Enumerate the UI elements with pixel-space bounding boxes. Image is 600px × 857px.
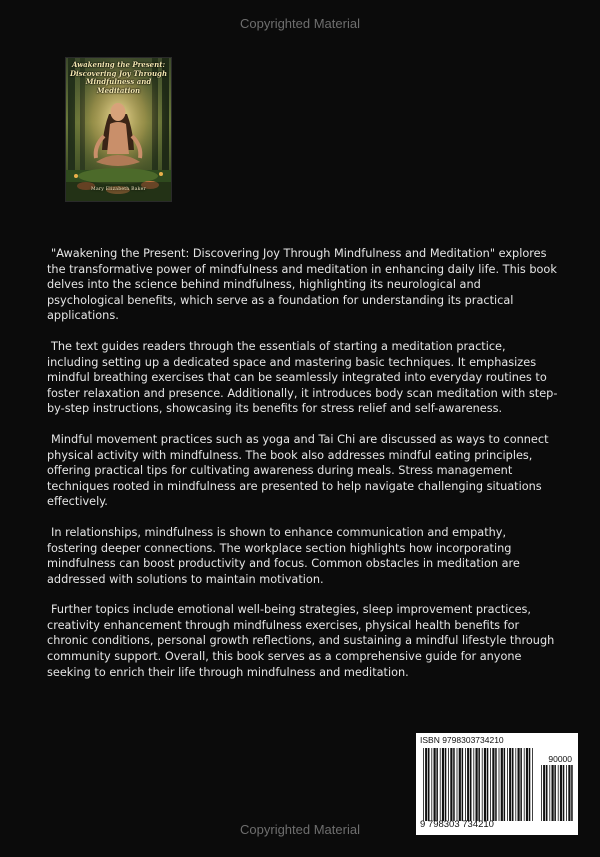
isbn-label: ISBN 9798303734210 — [420, 735, 504, 745]
barcode-bar — [436, 748, 438, 821]
barcode-bar — [546, 765, 548, 821]
barcode-bar — [558, 765, 559, 821]
barcode-bar — [529, 748, 531, 821]
barcode-bar — [490, 748, 491, 821]
barcode-bar — [554, 765, 556, 821]
barcode-bar — [467, 748, 469, 821]
barcode-bar — [428, 748, 430, 821]
barcode-bar — [448, 748, 449, 821]
copyright-watermark-top: Copyrighted Material — [240, 16, 360, 31]
barcode-bar — [482, 748, 483, 821]
barcode-bar — [476, 748, 478, 821]
copyright-watermark-bottom: Copyrighted Material — [240, 822, 360, 837]
barcode-digits: 9 798303 734210 — [420, 819, 494, 830]
front-cover-thumbnail — [65, 57, 172, 202]
barcode-bar — [571, 765, 573, 821]
cover-title: Awakening the Present: Discovering Joy Through Mindfulness and Meditation — [69, 60, 168, 95]
barcode-bar — [462, 748, 464, 821]
barcode-bar — [520, 748, 522, 821]
barcode-bar — [425, 748, 427, 821]
barcode-bar — [515, 748, 516, 821]
barcode-bar — [470, 748, 472, 821]
barcode-bar — [552, 765, 554, 821]
barcode-bar — [431, 748, 432, 821]
barcode-bar — [459, 748, 461, 821]
barcode-bar — [541, 765, 542, 821]
barcode-bar — [524, 748, 525, 821]
barcode-bar — [457, 748, 458, 821]
barcode-bar — [423, 748, 424, 821]
barcode-bar — [478, 748, 480, 821]
barcode-bar — [566, 765, 567, 821]
description-paragraph: Further topics include emotional well-being strategies, sleep improvement practices, creativity enhancement through mindfulness exercises, physical health benefits for chronic conditions, personal growth reflections, and sustaining a mindful lifestyle through community support. Overall, this book serves as a comprehensive guide for anyone seeking to enrich their life through mindfulness and meditation. — [47, 603, 555, 679]
barcode-bar — [543, 765, 545, 821]
barcode-bar — [504, 748, 506, 821]
barcode-bar — [507, 748, 508, 821]
barcode-bar — [473, 748, 474, 821]
description-paragraph: The text guides readers through the essentials of starting a meditation practice, including setting up a dedicated space and mastering basic techniques. It emphasizes mindful breathing exercises that can be seamlessly integrated into everyday routines to foster relaxation and presence. Additionally, it introduces body scan meditation with step-by-step instructions, showcasing its benefits for stress relief and self-awareness. — [47, 339, 558, 416]
barcode-bar — [442, 748, 444, 821]
barcode-bar — [568, 765, 570, 821]
description-paragraph: Mindful movement practices such as yoga and Tai Chi are discussed as ways to connect physical activity with mindfulness. The book also addresses mindful eating principles, offering practical tips for cultivating awareness during meals. Stress management techniques rooted in mindfulness are presented to help navigate challenging situations effectively. — [47, 432, 549, 509]
barcode-bar — [487, 748, 489, 821]
barcode-bar — [499, 748, 500, 821]
barcode-bar — [563, 765, 565, 821]
barcode-bar — [501, 748, 503, 821]
barcode-bar — [445, 748, 447, 821]
barcode-bar — [492, 748, 494, 821]
barcode-bar — [560, 765, 562, 821]
barcode-bar — [484, 748, 486, 821]
cover-author: Mary Elizabeth Baker — [91, 187, 146, 192]
barcode-bar — [465, 748, 466, 821]
barcode-bar — [440, 748, 441, 821]
description-paragraph: "Awakening the Present: Discovering Joy Through Mindfulness and Meditation" explores the transformative power of mindfulness and meditation in enhancing daily life. This book delves into the science behind mindfulness, highlighting its neurological and psychological benefits, which serve as a foundation for understanding its practical applications. — [47, 247, 557, 323]
barcode-bar — [453, 748, 455, 821]
barcode-bar — [549, 765, 550, 821]
description-paragraph: In relationships, mindfulness is shown to enhance communication and empathy, fostering deeper connections. The workplace section highlights how incorporating mindfulness can boost productivity and focus. Common obstacles in meditation are addressed with solutions to maintain motivation. — [47, 525, 520, 586]
book-description — [47, 246, 559, 695]
price-code: 90000 — [548, 754, 572, 764]
barcode-bar — [512, 748, 514, 821]
barcode-bar — [518, 748, 520, 821]
barcode-bar — [450, 748, 452, 821]
barcode-bar — [434, 748, 436, 821]
barcode-bar — [532, 748, 533, 821]
barcode-bar — [509, 748, 511, 821]
barcode-bar — [495, 748, 497, 821]
barcode-bar — [526, 748, 528, 821]
isbn-barcode — [416, 733, 578, 835]
